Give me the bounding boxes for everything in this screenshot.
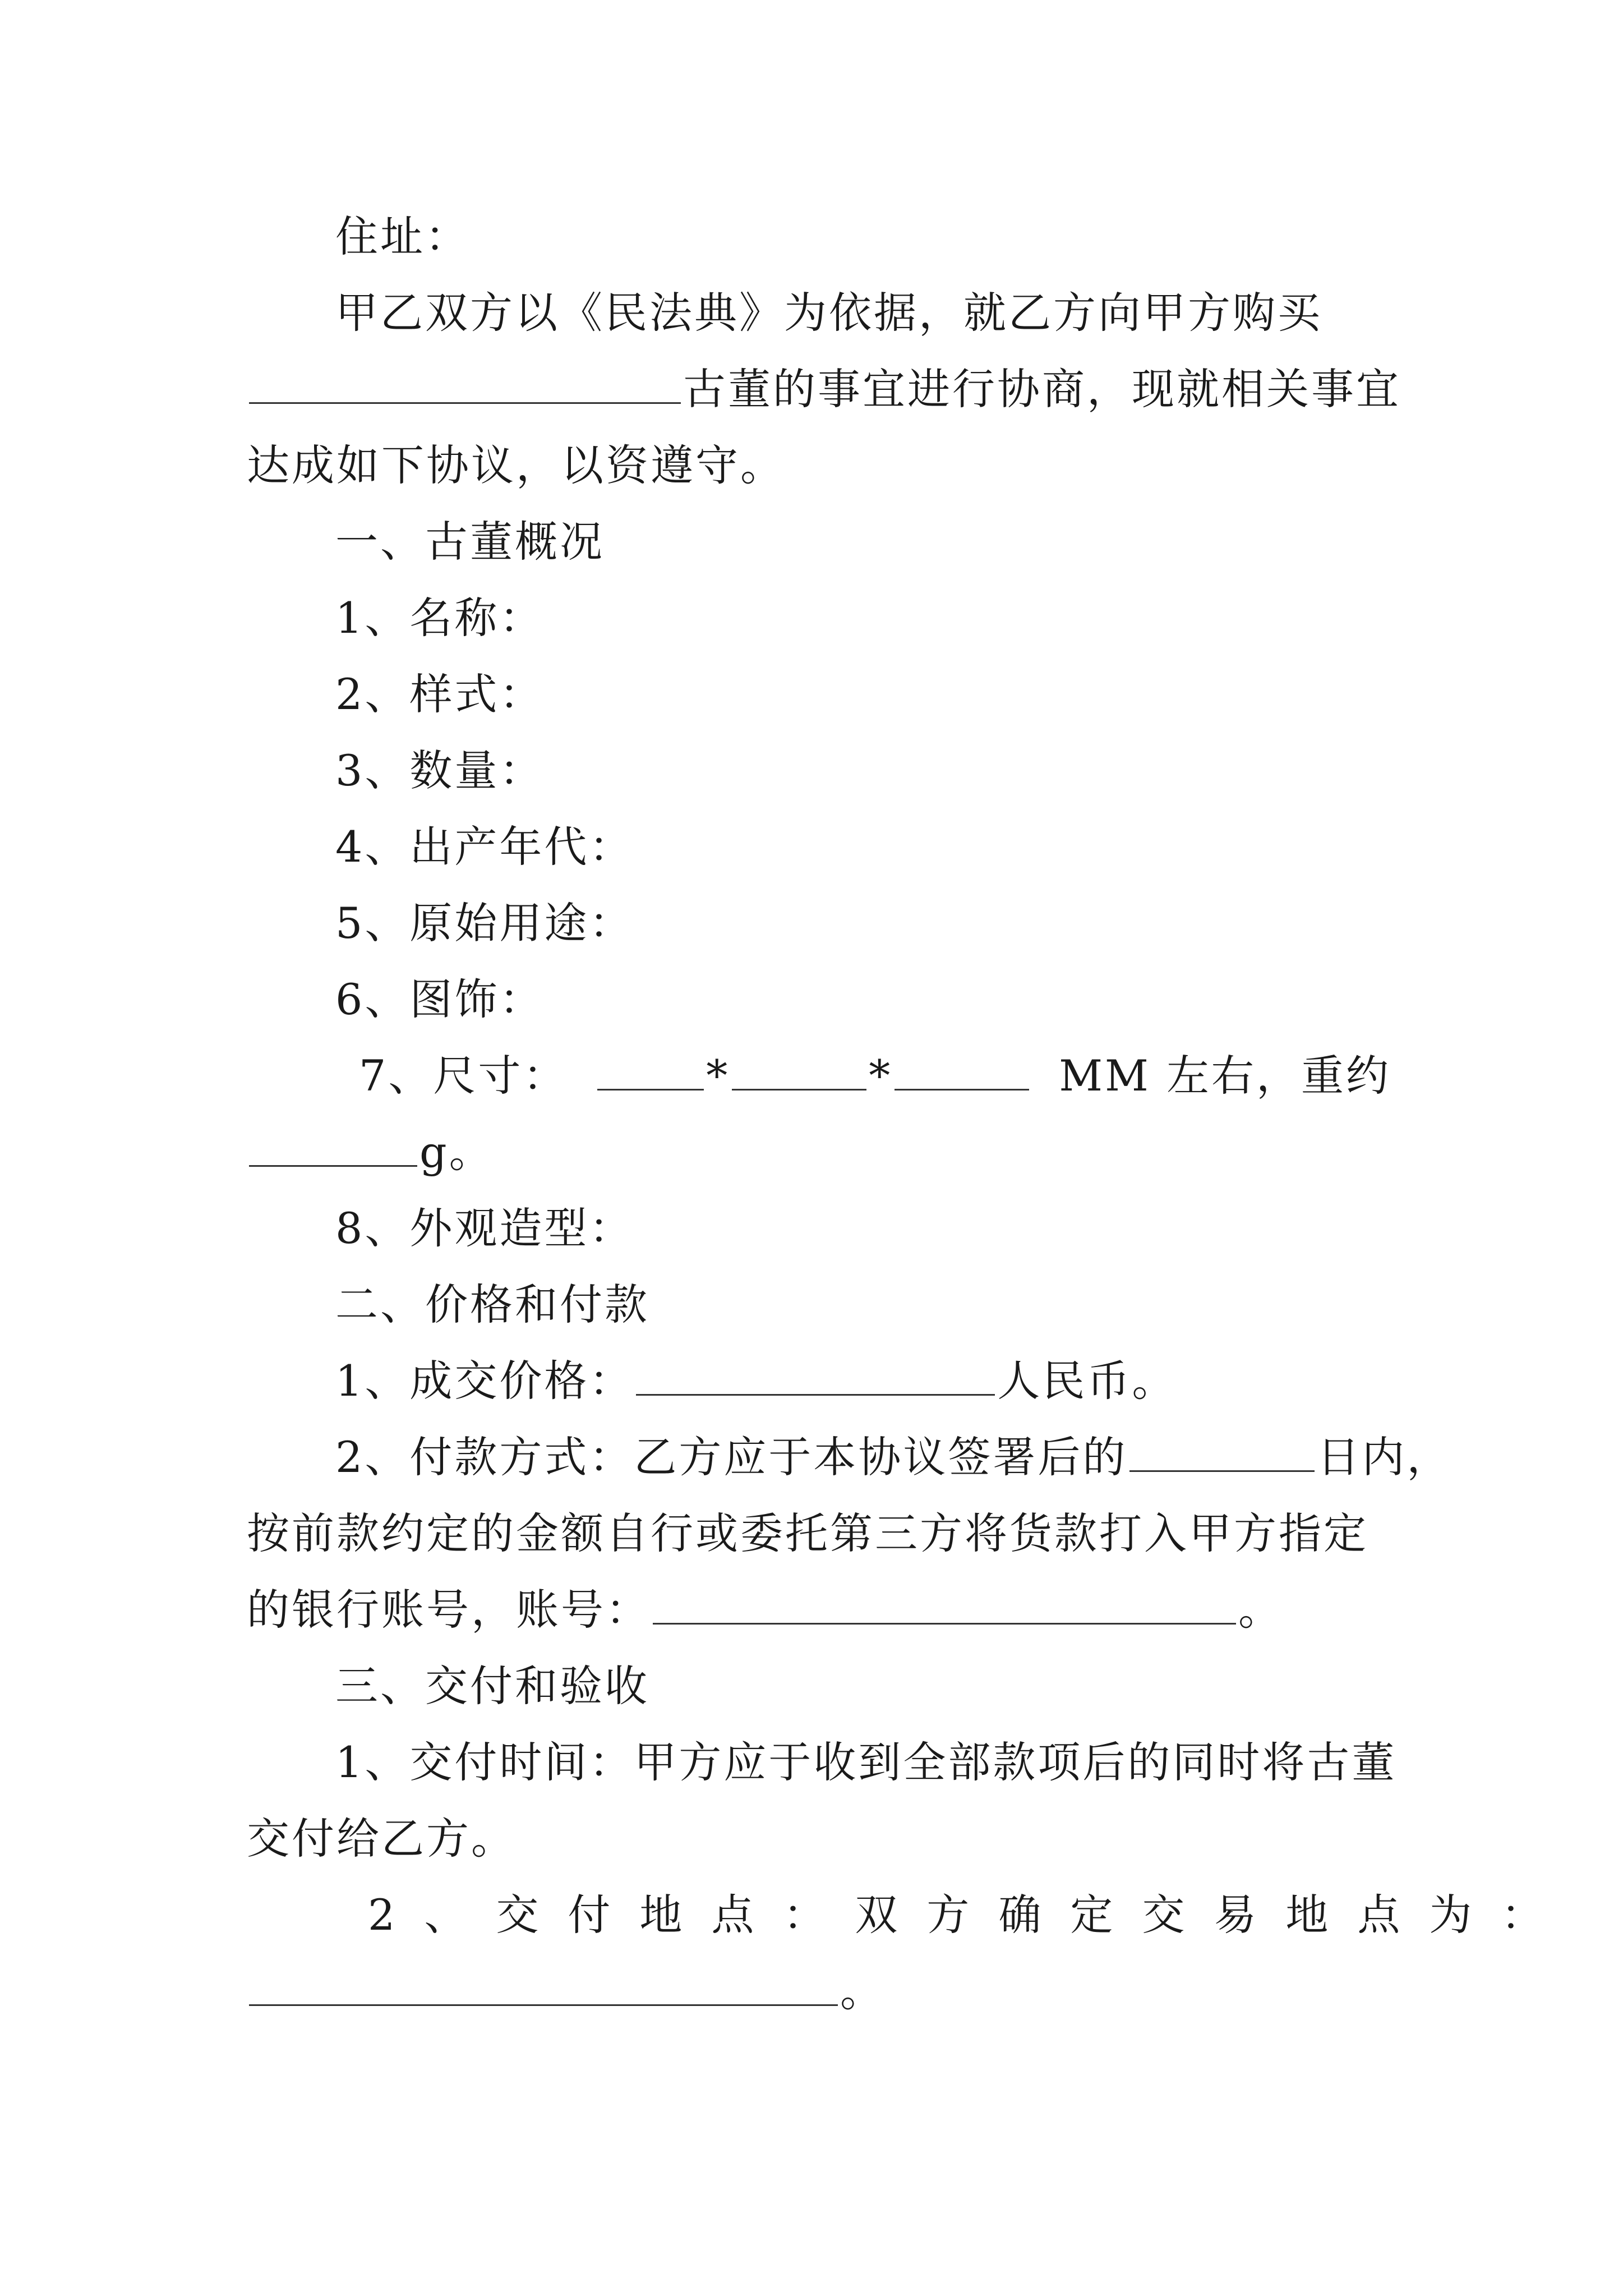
payment-line-3 (247, 1582, 1391, 1638)
weight-blank[interactable] (249, 1125, 417, 1167)
section-2-heading: 二、价格和付款 (335, 1280, 649, 1329)
delivery-place-label: 2、交付地点：双方确定交易地点为： (368, 1890, 1573, 1940)
item-size-values (595, 1048, 1031, 1104)
delivery-place-line (368, 1887, 1573, 1943)
price-line (335, 1353, 1391, 1409)
item-size-label: 7、尺寸： (359, 1051, 568, 1101)
size-height-blank[interactable] (895, 1048, 1029, 1091)
payment-line-2: 按前款约定的金额自行或委托第三方将货款打入甲方指定 (247, 1508, 1368, 1558)
payment-tail: 日内， (1317, 1432, 1452, 1482)
address-line: 住址： (335, 211, 470, 261)
item-weight-line (247, 1124, 1391, 1180)
payment-days-blank[interactable] (1129, 1430, 1315, 1472)
intro-line-2-text: 古董的事宜进行协商，现就相关事宜 (683, 364, 1401, 414)
item-size-unit: MM 左右，重约 (1059, 1051, 1391, 1101)
item-original-use: 5、原始用途： (335, 898, 634, 948)
delivery-time-line-2: 交付给乙方。 (247, 1814, 516, 1864)
item-style: 2、样式： (335, 669, 545, 719)
size-width-blank[interactable] (732, 1048, 866, 1091)
item-decoration: 6、图饰： (335, 974, 545, 1024)
payment-line-1 (335, 1429, 1452, 1485)
item-quantity: 3、数量： (335, 746, 545, 795)
item-name: 1、名称： (335, 593, 545, 643)
item-size (359, 1048, 1391, 1104)
item-era: 4、出产年代： (335, 822, 634, 872)
price-unit: 人民币。 (997, 1356, 1177, 1406)
size-length-blank[interactable] (597, 1048, 704, 1091)
delivery-place-blank[interactable] (249, 1964, 838, 2006)
intro-line-1: 甲乙双方以《民法典》为依据，就乙方向甲方购买 (335, 288, 1322, 338)
account-label: 的银行账号，账号： (247, 1585, 651, 1635)
delivery-time-line-1: 1、交付时间：甲方应于收到全部款项后的同时将古董 (335, 1737, 1397, 1787)
price-blank[interactable] (636, 1354, 995, 1396)
antique-name-blank[interactable] (249, 362, 681, 404)
delivery-place-period: 。 (840, 1966, 885, 2016)
intro-line-3: 达成如下协议，以资遵守。 (247, 440, 785, 490)
weight-unit: g。 (419, 1127, 494, 1177)
intro-line-2 (247, 361, 1401, 417)
account-blank[interactable] (653, 1582, 1236, 1625)
payment-label: 2、付款方式：乙方应于本协议签署后的 (335, 1432, 1128, 1482)
item-appearance: 8、外观造型： (335, 1203, 634, 1253)
delivery-place-blank-line (247, 1963, 1391, 2019)
section-1-heading: 一、古董概况 (335, 517, 605, 567)
price-label: 1、成交价格： (335, 1356, 634, 1406)
size-times-2: * (869, 1051, 893, 1101)
section-3-heading: 三、交付和验收 (335, 1661, 649, 1711)
account-period: 。 (1238, 1585, 1283, 1635)
size-times-1: * (706, 1051, 730, 1101)
